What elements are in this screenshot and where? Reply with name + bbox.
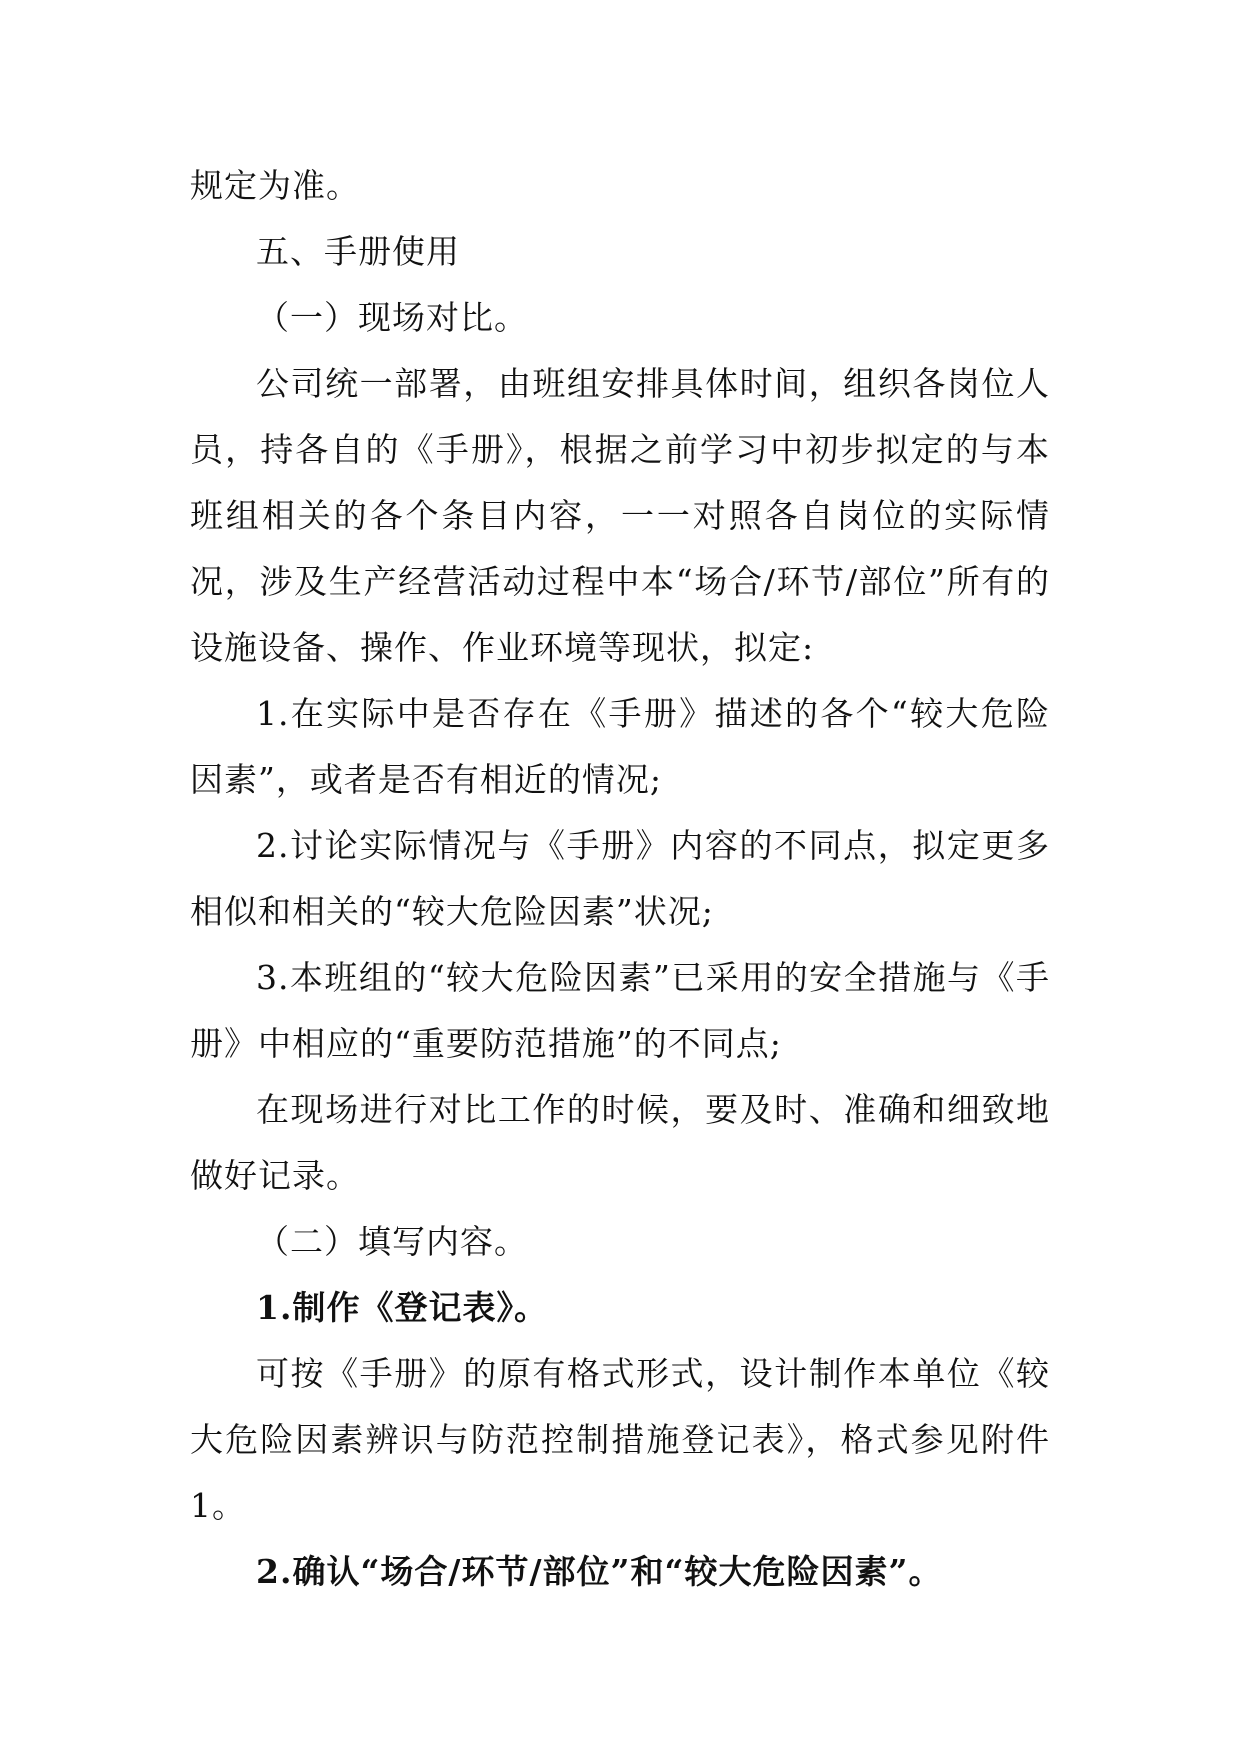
list-item-3: 3.本班组的“较大危险因素”已采用的安全措施与《手册》中相应的“重要防范措施”的不同点; (190, 958, 1050, 1063)
list-item-1: 1.在实际中是否存在《手册》描述的各个“较大危险因素”，或者是否有相近的情况; (190, 694, 1050, 799)
bold-heading-make-form: 1.制作《登记表》。 (256, 1288, 548, 1327)
paragraph-continuation: 规定为准。 (190, 166, 360, 205)
list-item-2: 2.讨论实际情况与《手册》内容的不同点，拟定更多相似和相关的“较大危险因素”状况; (190, 826, 1050, 931)
paragraph-recording: 在现场进行对比工作的时候，要及时、准确和细致地做好记录。 (190, 1090, 1050, 1195)
paragraph-deployment: 公司统一部署，由班组安排具体时间，组织各岗位人员，持各自的《手册》，根据之前学习中初步拟定的与本班组相关的各个条目内容，一一对照各自岗位的实际情况，涉及生产经营活动过程中本“场合/环节/部位”所有的设施设备、操作、作业环境等现状，拟定: (190, 364, 1050, 667)
bold-heading-confirm: 2.确认“场合/环节/部位”和“较大危险因素”。 (256, 1552, 943, 1591)
subsection-heading-1: （一）现场对比。 (256, 298, 528, 337)
subsection-heading-2: （二）填写内容。 (256, 1222, 528, 1261)
paragraph-form-format: 可按《手册》的原有格式形式，设计制作本单位《较大危险因素辨识与防范控制措施登记表》，格式参见附件 1。 (190, 1354, 1050, 1525)
section-heading-five: 五、手册使用 (256, 232, 460, 271)
document-body (190, 153, 1050, 1605)
